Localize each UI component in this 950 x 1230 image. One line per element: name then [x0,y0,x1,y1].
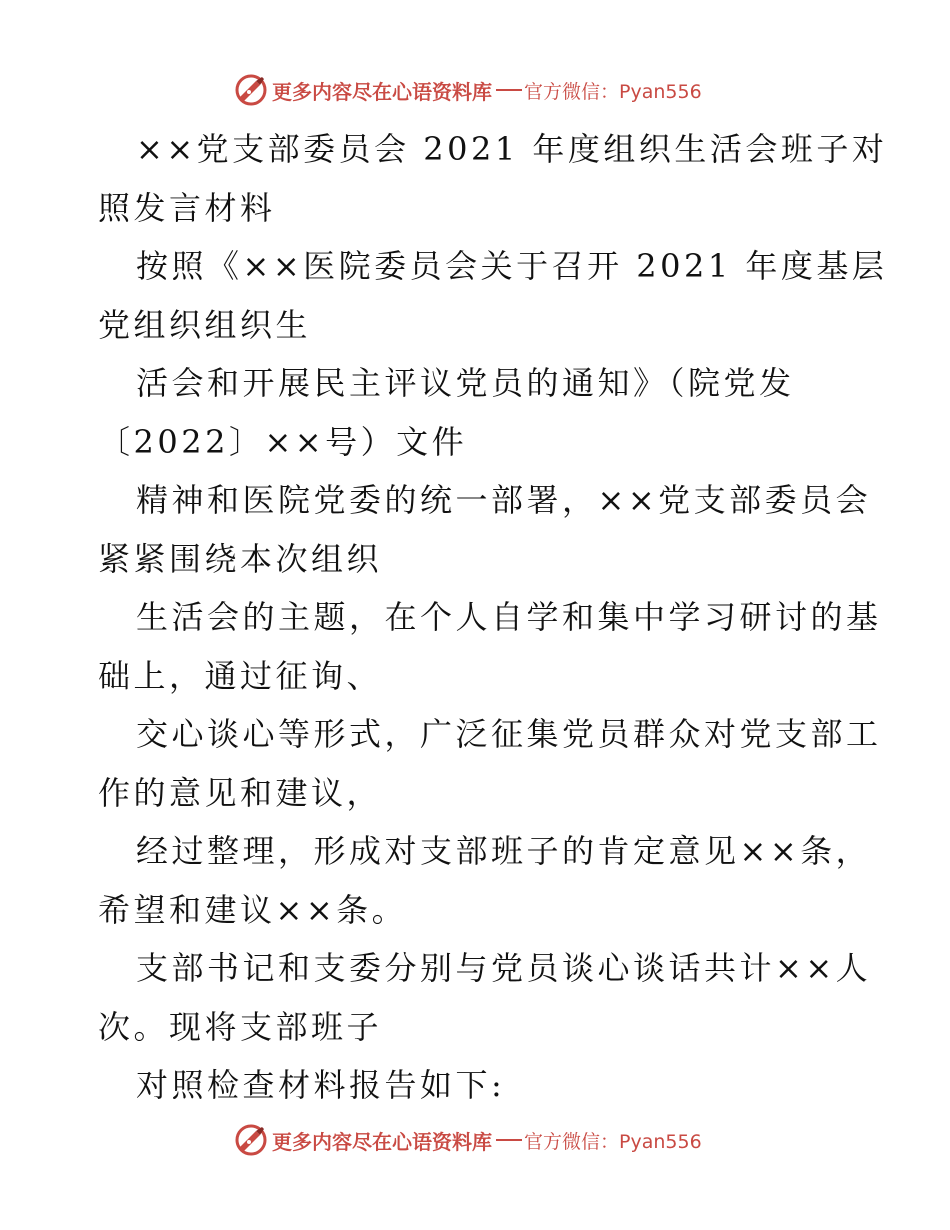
watermark-text: 更多内容尽在心语资料库 [272,79,492,104]
pen-nib-logo-icon [234,73,268,107]
doc-line: 党组织组织生 [98,305,312,344]
doc-line: 础上，通过征询、 [98,656,383,695]
doc-line: 照发言材料 [98,188,276,227]
watermark-wechat: 官方微信：Pyan556 [524,1130,702,1153]
header-watermark [234,72,702,108]
doc-line: 次。现将支部班子 [98,1007,383,1046]
doc-line: 经过整理，形成对支部班子的肯定意见××条， [136,832,872,870]
doc-line: 紧紧围绕本次组织 [98,539,383,578]
doc-line: 对照检查材料报告如下: [136,1066,506,1104]
pen-nib-logo-icon [234,1123,268,1157]
doc-line: 希望和建议××条。 [98,890,408,929]
watermark-wechat: 官方微信：Pyan556 [524,80,702,103]
doc-line: 交心谈心等形式，广泛征集党员群众对党支部工 [136,715,882,753]
doc-line: 按照《××医院委员会关于召开 2021 年度基层 [136,247,888,285]
doc-line: 生活会的主题，在个人自学和集中学习研讨的基 [136,598,882,636]
doc-line: 活会和开展民主评议党员的通知》（院党发 [136,364,795,402]
watermark-dash [496,89,522,91]
doc-line: 精神和医院党委的统一部署，××党支部委员会 [136,481,872,519]
watermark-text: 更多内容尽在心语资料库 [272,1129,492,1154]
doc-line: 支部书记和支委分别与党员谈心谈话共计××人 [136,949,872,987]
footer-watermark [234,1122,702,1158]
doc-line: 作的意见和建议， [98,773,383,812]
watermark-dash [496,1139,522,1141]
document-body [98,120,888,1115]
doc-line: ××党支部委员会 2021 年度组织生活会班子对 [136,130,888,168]
doc-line: 〔2022〕××号）文件 [98,422,468,461]
